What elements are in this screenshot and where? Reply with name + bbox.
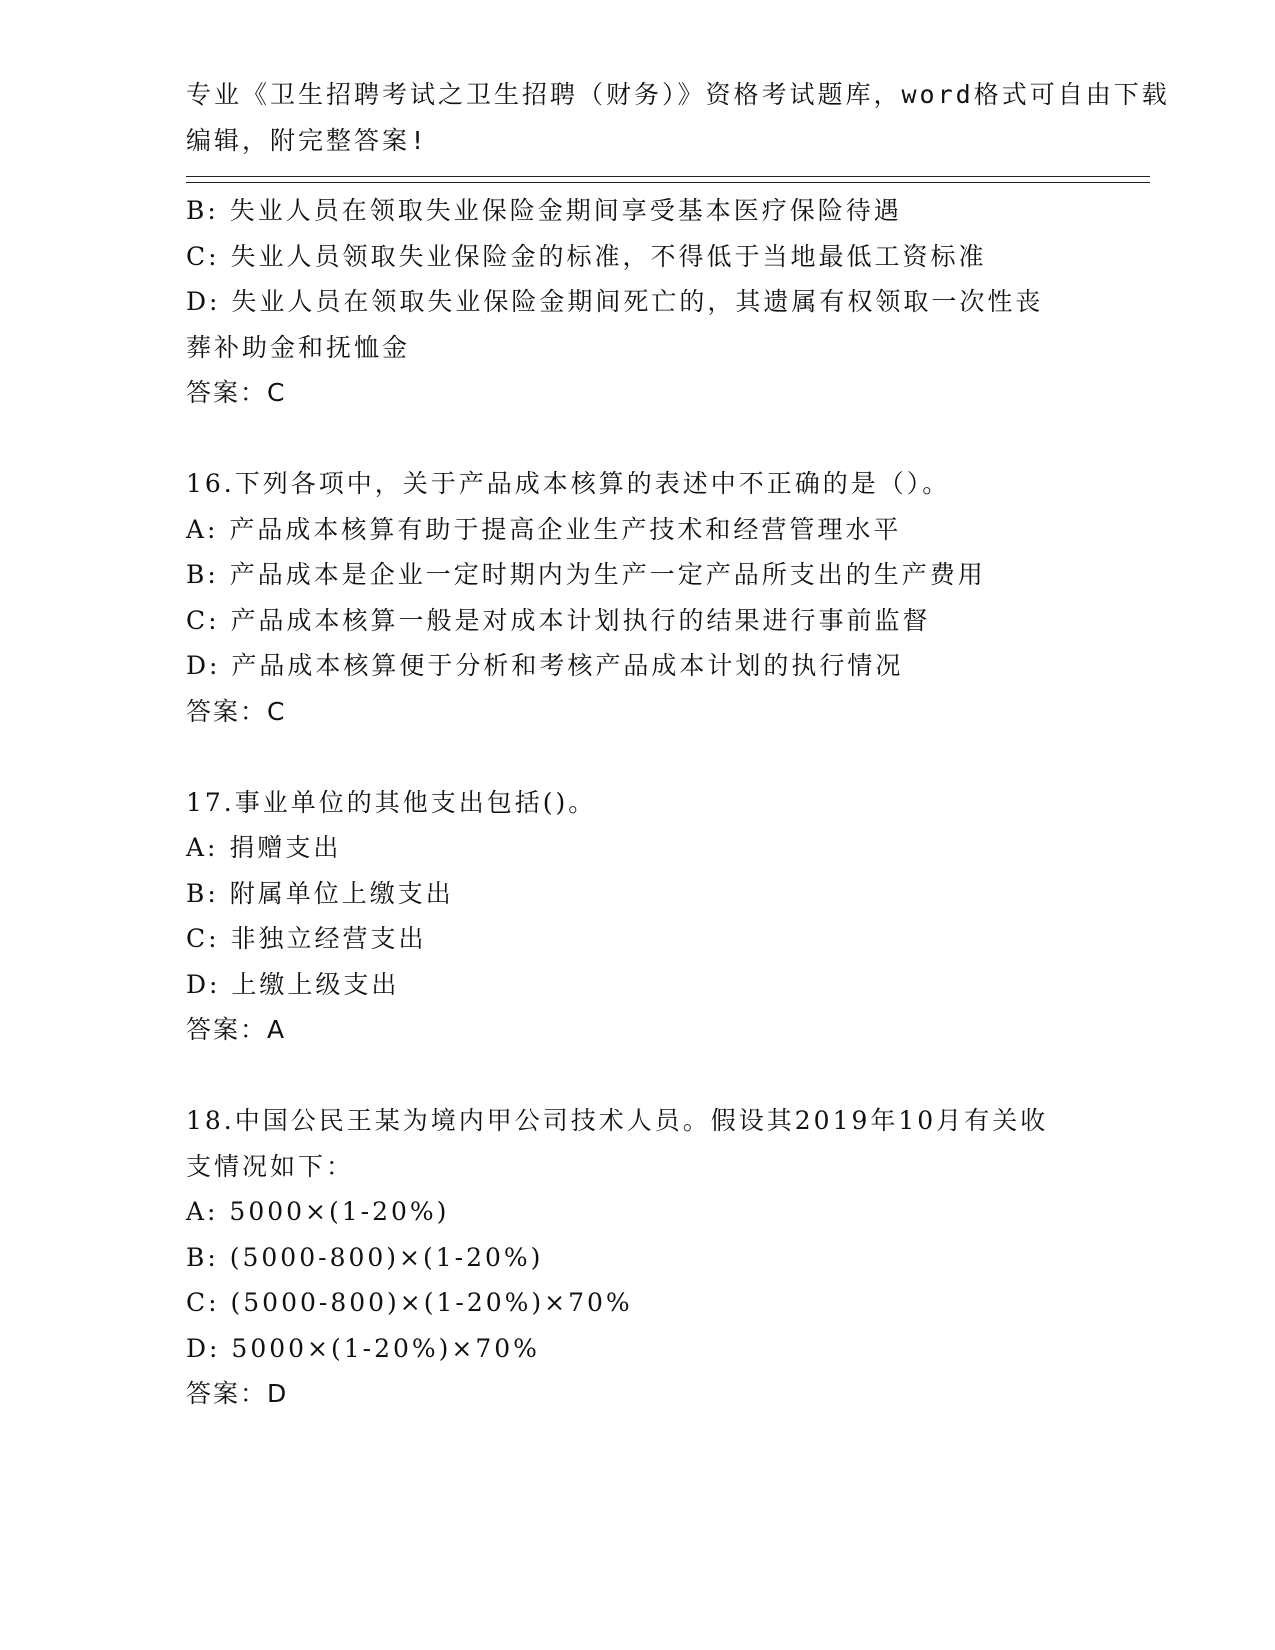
question-block-17 [186,780,1086,1053]
question-stem-continued: 支情况如下： [186,1151,355,1181]
option-b: B: 附属单位上缴支出 [186,878,454,908]
option-d: D: 5000×(1-20%)×70% [186,1333,540,1363]
option-d: D: 产品成本核算便于分析和考核产品成本计划的执行情况 [186,651,904,680]
question-block-18 [186,1098,1086,1417]
option-d-continued: 葬补助金和抚恤金 [186,332,411,362]
option-c: C: 失业人员领取失业保险金的标准，不得低于当地最低工资标准 [186,241,987,271]
question-block-16 [186,461,1086,734]
option-a: A: 产品成本核算有助于提高企业生产技术和经营管理水平 [186,514,902,544]
option-d: D: 上缴上级支出 [186,969,400,999]
option-a: A: 5000×(1-20%) [186,1197,450,1226]
option-a: A: 捐赠支出 [186,833,342,862]
question-stem: 16.下列各项中，关于产品成本核算的表述中不正确的是（）。 [186,469,951,498]
spacer [186,416,1086,462]
spacer [186,734,1086,780]
document-header [186,72,1170,163]
option-c: C: (5000-800)×(1-20%)×70% [186,1288,633,1317]
spacer [186,1053,1086,1099]
header-line-1: 专业《卫生招聘考试之卫生招聘（财务）》资格考试题库，word格式可自由下载 [186,80,1170,109]
question-block-partial [186,188,1086,416]
answer-label: 答案：C [186,378,287,407]
option-b: B: (5000-800)×(1-20%) [186,1242,544,1272]
answer-label: 答案：D [186,1379,289,1408]
header-divider-bottom [186,182,1150,183]
question-stem: 18.中国公民王某为境内甲公司技术人员。假设其2019年10月有关收 [186,1106,1049,1135]
option-c: C: 产品成本核算一般是对成本计划执行的结果进行事前监督 [186,605,931,635]
answer-label: 答案：C [186,696,287,726]
option-b: B: 失业人员在领取失业保险金期间享受基本医疗保险待遇 [186,196,902,225]
answer-label: 答案：A [186,1015,287,1044]
option-c: C: 非独立经营支出 [186,924,427,953]
header-line-2: 编辑，附完整答案! [186,125,429,155]
option-d: D: 失业人员在领取失业保险金期间死亡的，其遗属有权领取一次性丧 [186,287,1044,316]
option-b: B: 产品成本是企业一定时期内为生产一定产品所支出的生产费用 [186,560,986,589]
question-stem: 17.事业单位的其他支出包括()。 [186,787,597,817]
header-divider-top [186,176,1150,177]
question-list [186,188,1086,1417]
